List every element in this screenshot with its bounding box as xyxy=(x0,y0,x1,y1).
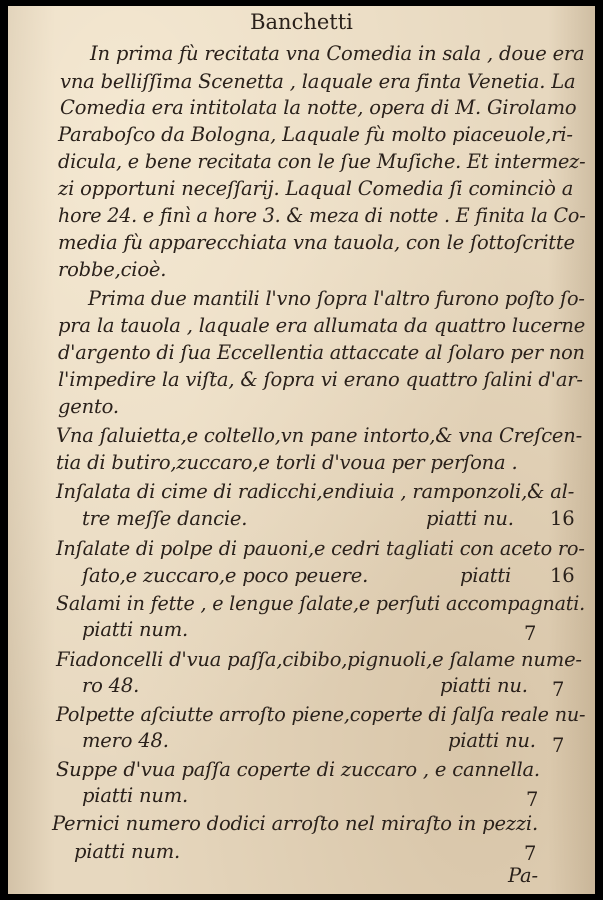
text-line: Salami in fette , e lengue ſalate,e perſuti accompagnati. xyxy=(56,592,586,615)
text-line: Comedia era intitolata la notte, opera di M. Girolamo xyxy=(60,96,577,119)
text-line: piatti num. xyxy=(82,784,189,807)
piatti-label: piatti nu. xyxy=(448,729,536,752)
text-line: l'impedire la viſta, & ſopra vi erano quattro ſalini d'ar- xyxy=(58,368,583,391)
piatti-label: piatti xyxy=(460,564,512,587)
text-line: Paraboſco da Bologna, Laquale fù molto piaceuole,ri- xyxy=(58,123,573,146)
text-line: dicula, e bene recitata con le ſue Muſiche. Et intermez- xyxy=(58,150,586,173)
dish-count: 16 xyxy=(550,507,575,530)
text-line: ſato,e zuccaro,e poco peuere. xyxy=(82,564,369,587)
text-line: Vna ſaluietta,e coltello,vn pane intorto,& vna Creſcen- xyxy=(56,424,583,447)
text-line: In prima fù recitata vna Comedia in sala , doue era xyxy=(90,42,585,65)
text-line: robbe,cioè. xyxy=(58,258,167,281)
text-line: Polpette aſciutte arroſto piene,coperte di ſalſa reale nu- xyxy=(56,703,586,726)
text-line: d'argento di ſua Eccellentia attaccate al ſolaro per non xyxy=(58,341,585,364)
text-line: tre meſſe dancie. xyxy=(82,507,248,530)
text-line: hore 24. e finì a hore 3. & meza di notte . E finita la Co- xyxy=(58,204,586,227)
text-line: zi opportuni neceſſarij. Laqual Comedia ſi cominciò a xyxy=(58,177,574,200)
text-line: piatti num. xyxy=(74,840,181,863)
text-line: gento. xyxy=(58,395,119,418)
text-line: vna belliſſima Scenetta , laquale era finta Venetia. La xyxy=(60,70,576,93)
text-line: ro 48. xyxy=(82,674,140,697)
text-line: Prima due mantili l'vno ſopra l'altro furono poſto ſo- xyxy=(88,287,585,310)
text-line: tia di butiro,zuccaro,e torli d'voua per perſona . xyxy=(56,451,518,474)
text-line: pra la tauola , laquale era allumata da quattro lucerne xyxy=(58,314,586,337)
text-line: piatti num. xyxy=(82,618,189,641)
piatti-label: piatti nu. xyxy=(440,674,528,697)
dish-count: 16 xyxy=(550,564,575,587)
dish-count: 7 xyxy=(524,622,537,645)
text-line: Pernici numero dodici arroſto nel miraſto in pezzi. xyxy=(52,812,538,835)
text-line: media fù apparecchiata vna tauola, con le ſottoſcritte xyxy=(58,231,575,254)
text-line: Suppe d'vua paſſa coperte di zuccaro , e cannella. xyxy=(56,758,540,781)
dish-count: 7 xyxy=(552,678,565,701)
running-title: Banchetti xyxy=(250,10,353,34)
dish-count: 7 xyxy=(552,734,565,757)
text-line: Inſalata di cime di radicchi,endiuia , ramponzoli,& al- xyxy=(56,480,575,503)
catchword: Pa- xyxy=(508,864,538,887)
book-page xyxy=(8,6,595,894)
text-line: Fiadoncelli d'vua paſſa,cibibo,pignuoli,e ſalame nume- xyxy=(56,648,582,671)
dish-count: 7 xyxy=(526,788,539,811)
piatti-label: piatti nu. xyxy=(426,507,514,530)
text-line: Inſalate di polpe di pauoni,e cedri tagliati con aceto ro- xyxy=(56,537,585,560)
text-line: mero 48. xyxy=(82,729,169,752)
dish-count: 7 xyxy=(524,842,537,865)
